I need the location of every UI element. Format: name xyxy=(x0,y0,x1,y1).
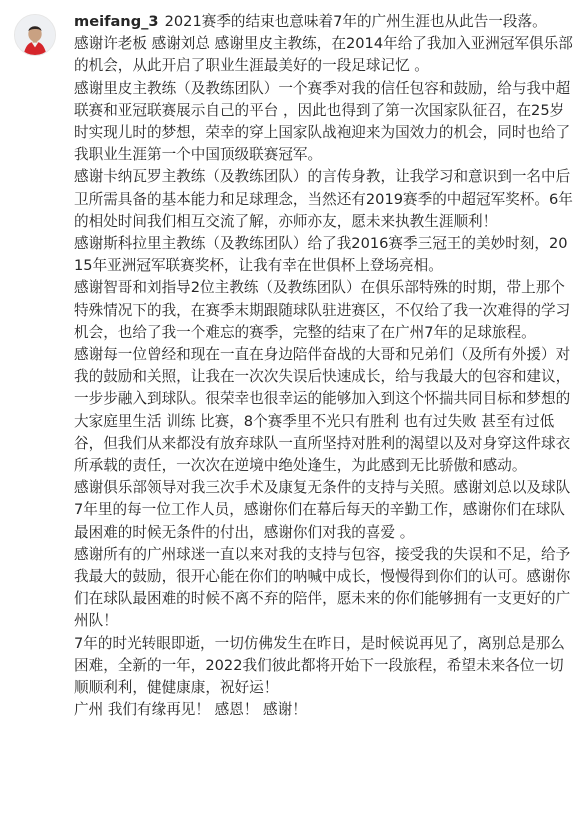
caption-paragraph: 感谢斯科拉里主教练（及教练团队）给了我2016赛季三冠王的美妙时刻，2015年亚洲冠军联赛奖杯，让我有幸在世俱杯上登场亮相。 xyxy=(74,235,568,275)
caption-paragraph: 感谢智哥和刘指导2位主教练（及教练团队）在俱乐部特殊的时期，带上那个特殊情况下的我，在赛季末期跟随球队驻进赛区，不仅给了我一次难得的学习机会，也给了我一个难忘的赛季，完整的结束了在广州7年的足球旅程。 xyxy=(74,279,571,341)
caption-body xyxy=(74,11,574,722)
caption-paragraph: 7年的时光转眼即逝，一切仿佛发生在昨日，是时候说再见了，离别总是那么困难，全新的一年，2022我们彼此都将开始下一段旅程，希望未来各位一切顺顺利利，健健康康，祝好运！ xyxy=(74,634,565,697)
username-link[interactable]: meifang_3 xyxy=(74,13,159,30)
caption-paragraph-first xyxy=(74,11,574,33)
caption-paragraph: 感谢卡纳瓦罗主教练（及教练团队）的言传身教，让我学习和意识到一名中后卫所需具备的基本能力和足球理念，当然还有2019赛季的中超冠军奖杯。6年的相处时间我们相互交流了解，亦师亦友，愿未来执教生涯顺利！ xyxy=(74,168,573,230)
avatar[interactable] xyxy=(14,14,56,56)
caption-paragraph: 感谢每一位曾经和现在一直在身边陪伴奋战的大哥和兄弟们（及所有外援）对我的鼓励和关照，让我在一次次失误后快速成长，给与我最大的包容和建议，一步步融入到球队。很荣幸也很幸运的能够加入到这个怀揣共同目标和梦想的大家庭里生活 训练 比赛，8个赛季里不光只有胜利 也有过失败 甚至有过低谷，但我们从来都没有放弃球队一直所坚持对胜利的渴望以及对身穿这件球衣所承载的责任，一次次在逆境中绝处逢生，为此感到无比骄傲和感动。 xyxy=(74,346,571,475)
caption-paragraph: 感谢俱乐部领导对我三次手术及康复无条件的支持与关照。感谢刘总以及球队7年里的每一位工作人员，感谢你们在幕后每天的辛勤工作，感谢你们在球队最困难的时候无条件的付出，感谢你们对我的喜爱 。 xyxy=(74,479,571,541)
caption-paragraph: 感谢里皮主教练（及教练团队）一个赛季对我的信任包容和鼓励，给与我中超联赛和亚冠联赛展示自己的平台 ，因此也得到了第一次国家队征召，在25岁时实现儿时的梦想，荣幸的穿上国家队战袍迎来为国效力的机会，同时也给了我职业生涯第一个中国顶级联赛冠军。 xyxy=(74,79,571,164)
caption-paragraph: 感谢所有的广州球迷一直以来对我的支持与包容，接受我的失误和不足，给予我最大的鼓励，很开心能在你们的呐喊中成长，慢慢得到你们的认可。感谢你们在球队最困难的时候不离不弃的陪伴，愿未来的你们能够拥有一支更好的广州队！ xyxy=(74,545,571,630)
avatar-photo-icon xyxy=(15,15,55,55)
caption-first-line: 2021赛季的结束也意味着7年的广州生涯也从此告一段落。 xyxy=(164,13,547,30)
caption-paragraph: 感谢许老板 感谢刘总 感谢里皮主教练，在2014年给了我加入亚洲冠军俱乐部的机会，从此开启了职业生涯最美好的一段足球记忆 。 xyxy=(74,35,573,75)
caption-paragraph: 广州 我们有缘再见！ 感恩！ 感谢！ xyxy=(74,701,307,719)
